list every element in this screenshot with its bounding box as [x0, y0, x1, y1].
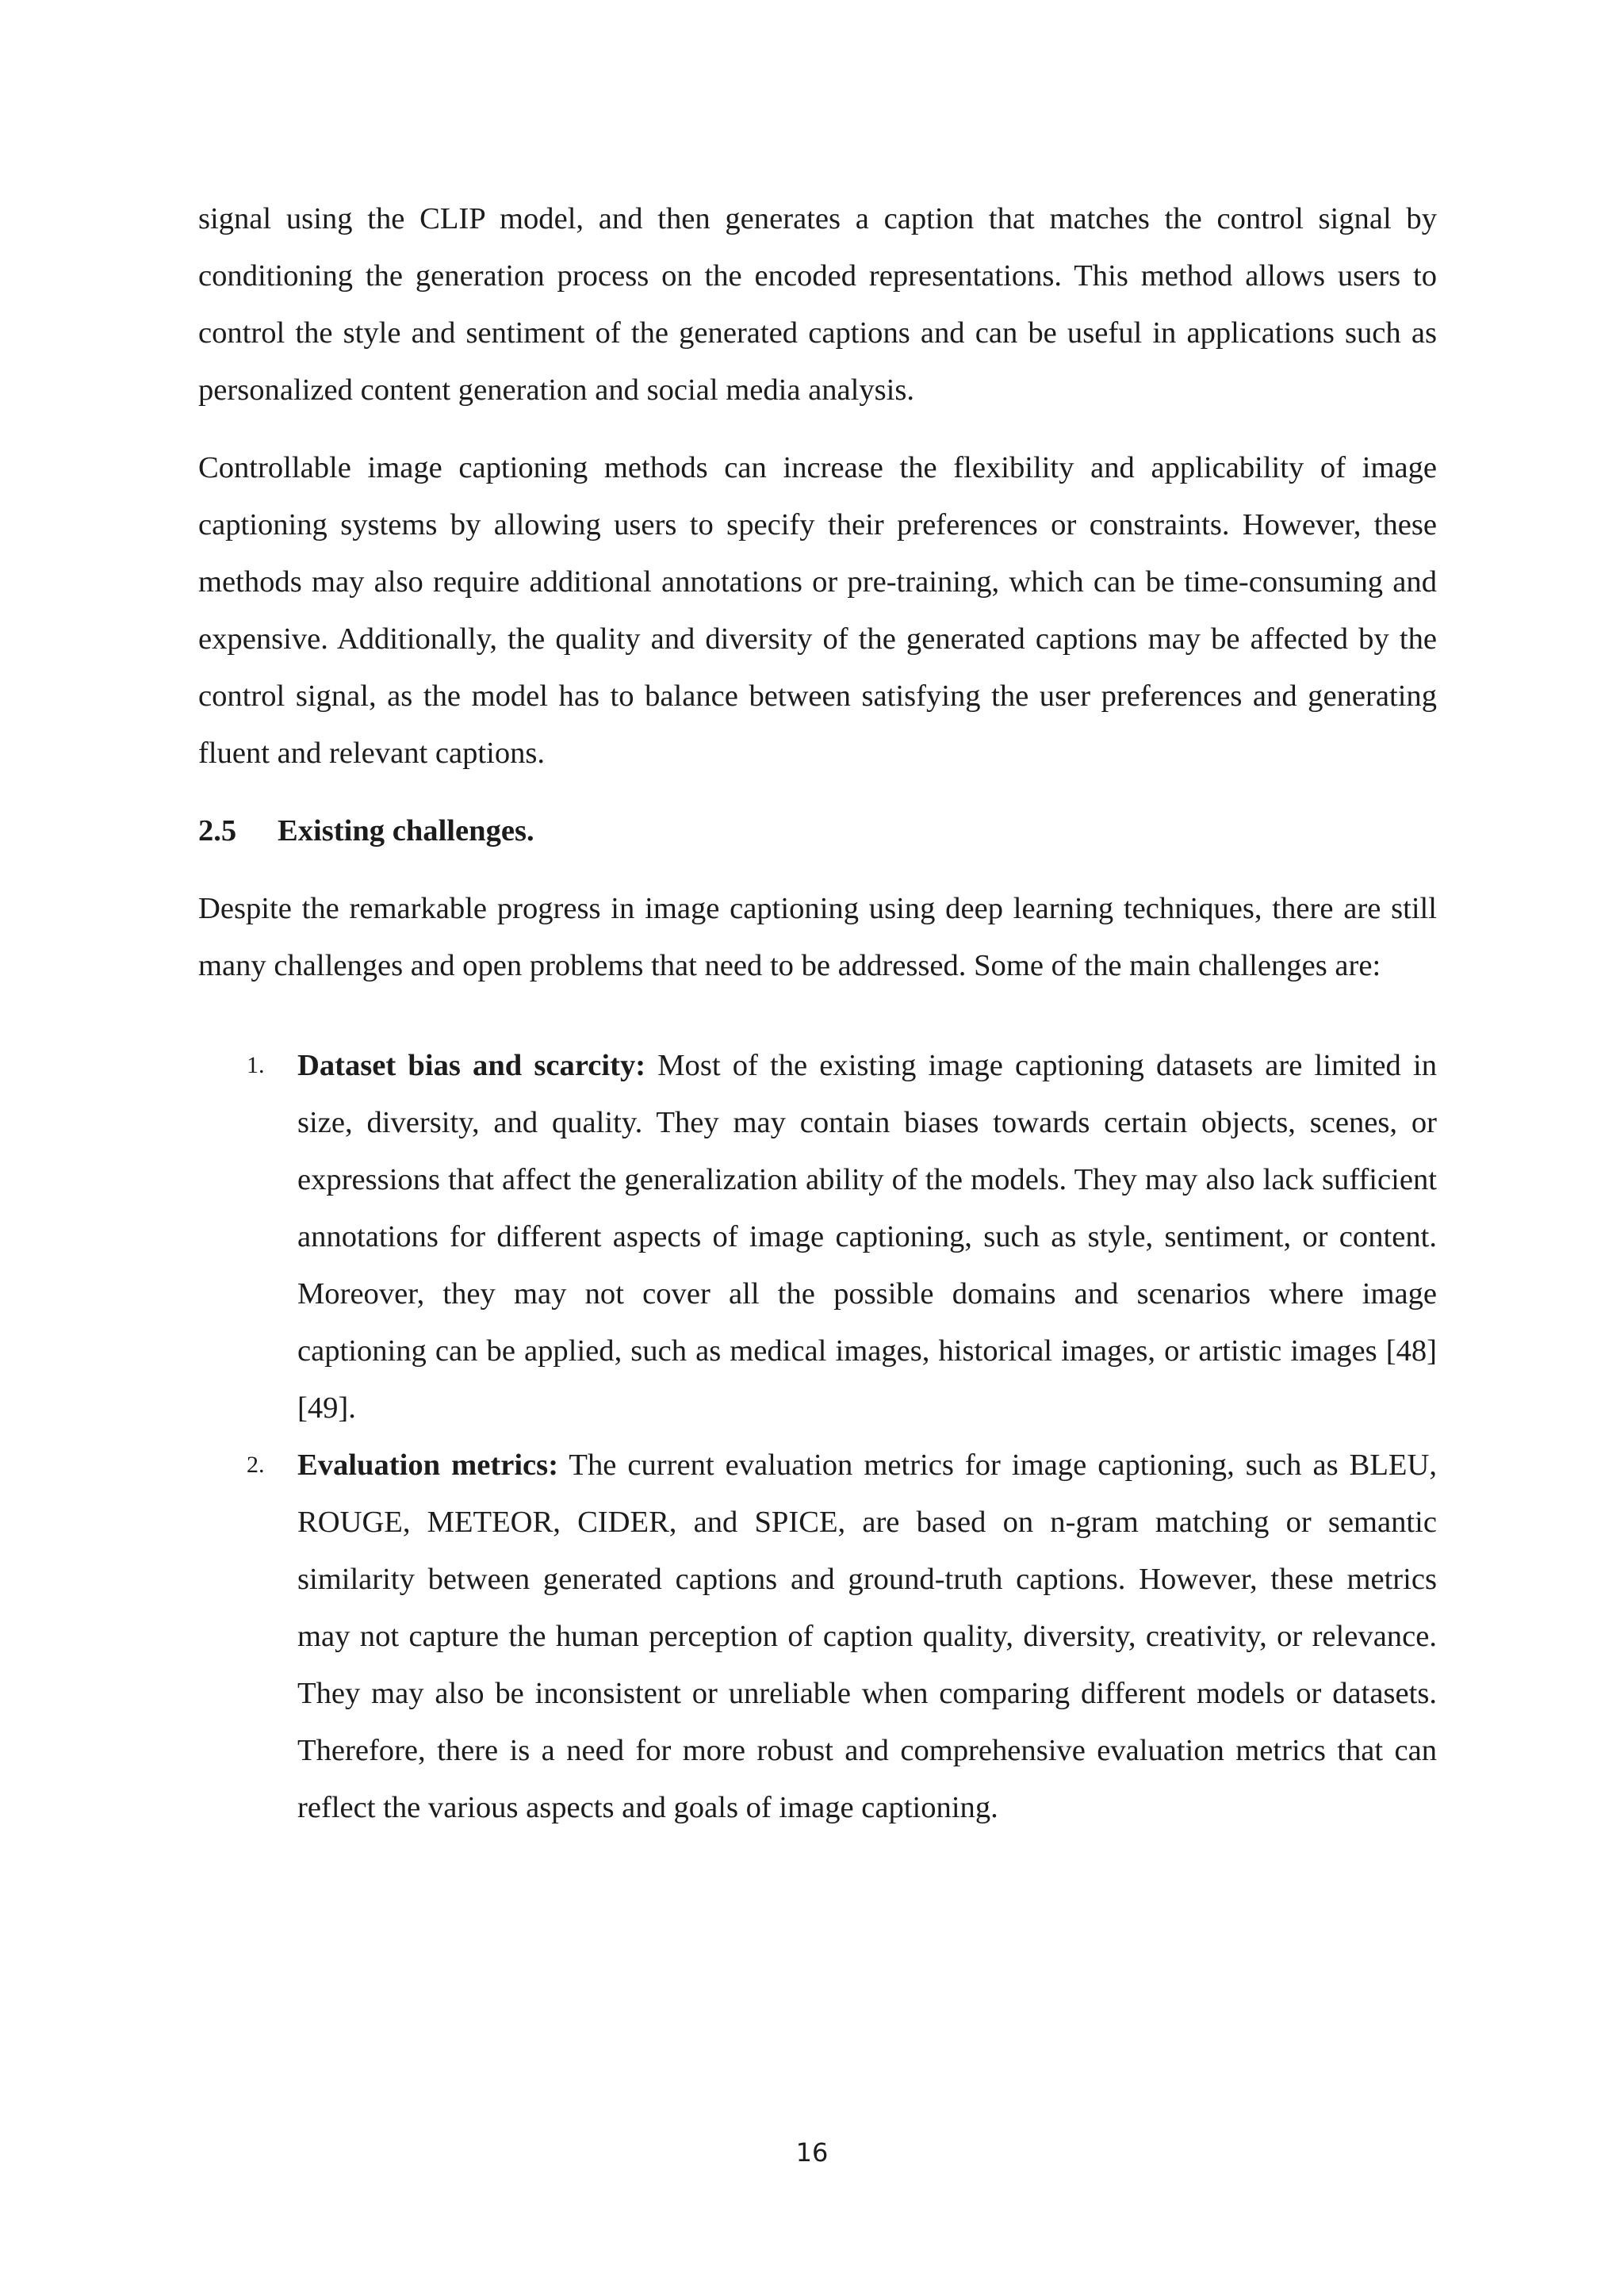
list-item-number: 2.: [247, 1452, 265, 1478]
list-item-term: Evaluation metrics:: [297, 1448, 559, 1482]
challenges-list: [198, 1037, 1437, 1836]
page-body: [198, 190, 1437, 1836]
paragraph-controllable-captioning: Controllable image captioning methods can increase the flexibility and applicability of image captioning systems by allowing users to specify their preferences or constraints. However, these methods may also require additional annotations or pre-training, which can be time-consuming and expensive. Additionally, the quality and diversity of the generated captions may be affected by the control signal, as the model has to balance between satisfying the user preferences and generating fluent and relevant captions.: [198, 451, 1437, 770]
paragraph-clip-control: signal using the CLIP model, and then generates a caption that matches the control signal by conditioning the generation process on the encoded representations. This method allows users to control the style and sentiment of the generated captions and can be useful in applications such as personalized content generation and social media analysis.: [198, 202, 1437, 407]
list-item-term: Dataset bias and scarcity:: [297, 1049, 646, 1082]
section-heading: [198, 802, 1437, 859]
list-item: [198, 1437, 1437, 1836]
list-item: [198, 1037, 1437, 1437]
list-item-text: The current evaluation metrics for image captioning, such as BLEU, ROUGE, METEOR, CIDER, and SPICE, are based on n-gram matching or semantic similarity between generated captions and ground-truth captions. However, these metrics may not capture the human perception of caption quality, diversity, creativity, or relevance. They may also be inconsistent or unreliable when comparing different models or datasets. Therefore, there is a need for more robust and comprehensive evaluation metrics that can reflect the various aspects and goals of image captioning.: [297, 1448, 1438, 1824]
section-intro-paragraph: Despite the remarkable progress in image captioning using deep learning techniques, there are still many challenges and open problems that need to be addressed. Some of the main challenges are:: [198, 892, 1437, 982]
page-number: 16: [795, 2137, 829, 2168]
section-number: 2.5: [198, 814, 237, 848]
list-item-text: Most of the existing image captioning datasets are limited in size, diversity, and quality. They may contain biases towards certain objects, scenes, or expressions that affect the generalization ability of the models. They may also lack sufficient annotations for different aspects of image captioning, such as style, sentiment, or content. Moreover, they may not cover all the possible domains and scenarios where image captioning can be applied, such as medical images, historical images, or artistic images [48] [49].: [297, 1049, 1437, 1425]
section-title: Existing challenges.: [278, 814, 534, 848]
list-item-number: 1.: [247, 1052, 265, 1078]
